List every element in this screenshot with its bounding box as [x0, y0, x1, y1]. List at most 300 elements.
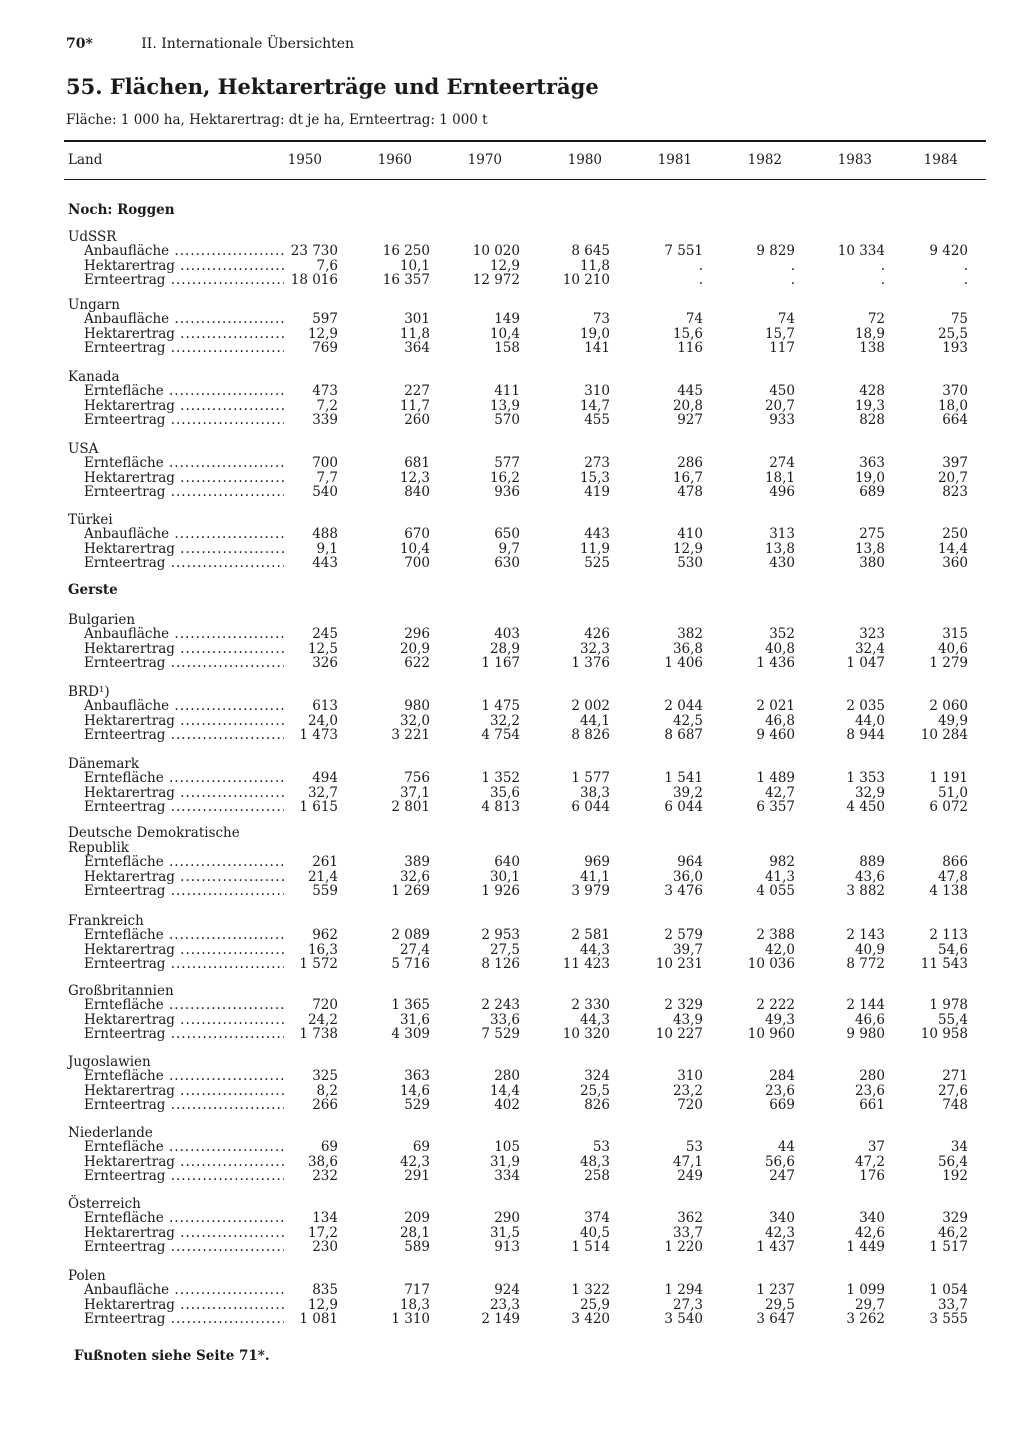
table-cell: 27,3: [672, 1296, 703, 1313]
table-cell: 2 579: [664, 927, 703, 943]
table-cell: 10 020: [472, 243, 520, 259]
measure-label: Erntefläche .....: [84, 998, 284, 1013]
table-cell: 13,8: [854, 540, 885, 557]
table-cell: 1 365: [391, 997, 430, 1013]
table-cell: 1 475: [481, 698, 520, 714]
table-cell: 9 829: [756, 243, 795, 259]
table-cell: 10 958: [920, 1026, 968, 1042]
table-cell: 2 801: [391, 799, 430, 815]
table-cell: 494: [312, 770, 338, 786]
table-cell: 55,4: [937, 1011, 968, 1028]
table-cell: 1 577: [571, 770, 610, 786]
table-cell: 14,4: [937, 540, 968, 557]
table-cell: 29,5: [764, 1296, 795, 1313]
table-cell: 2 002: [571, 698, 610, 714]
measure-label: Ernteertrag .....: [84, 1027, 284, 1042]
measure-label: Ernteertrag .....: [84, 800, 284, 815]
table-cell: 324: [584, 1068, 610, 1084]
table-cell: 116: [677, 340, 703, 356]
table-cell: 40,8: [764, 640, 795, 657]
table-row: [0, 1169, 1024, 1184]
table-cell: 250: [942, 526, 968, 542]
table-cell: 149: [494, 311, 520, 327]
table-cell: 664: [942, 412, 968, 428]
table-cell: .: [880, 272, 885, 288]
measure-label: Hektarertrag .....: [84, 542, 284, 557]
running-section-title: II. Internationale Übersichten: [141, 36, 355, 52]
table-cell: 1 738: [299, 1026, 338, 1042]
table-cell: 14,6: [399, 1082, 430, 1099]
table-cell: 2 021: [756, 698, 795, 714]
top-rule: [64, 140, 986, 142]
table-cell: 18,1: [764, 469, 795, 486]
table-cell: 2 330: [571, 997, 610, 1013]
measure-label: Hektarertrag .....: [84, 1226, 284, 1241]
table-cell: 866: [942, 854, 968, 870]
table-cell: 700: [312, 455, 338, 471]
table-cell: 426: [584, 626, 610, 642]
table-cell: 927: [677, 412, 703, 428]
table-cell: 15,3: [579, 469, 610, 486]
table-cell: 334: [494, 1168, 520, 1184]
measure-label: Ernteertrag .....: [84, 884, 284, 899]
table-cell: 340: [859, 1210, 885, 1226]
table-cell: 261: [312, 854, 338, 870]
table-cell: 1 926: [481, 883, 520, 899]
table-cell: 2 243: [481, 997, 520, 1013]
table-cell: 290: [494, 1210, 520, 1226]
table-row: [0, 699, 1024, 714]
table-cell: 597: [312, 311, 338, 327]
measure-label: Hektarertrag .....: [84, 870, 284, 885]
table-cell: 323: [859, 626, 885, 642]
table-row: [0, 1240, 1024, 1255]
table-cell: 258: [584, 1168, 610, 1184]
table-cell: .: [698, 257, 703, 274]
table-row: [0, 244, 1024, 259]
table-cell: 7 551: [664, 243, 703, 259]
table-row: [0, 485, 1024, 500]
table-cell: 24,2: [307, 1011, 338, 1028]
table-cell: 38,6: [307, 1153, 338, 1170]
measure-label: Ernteertrag .....: [84, 413, 284, 428]
table-cell: 640: [494, 854, 520, 870]
table-cell: 20,9: [399, 640, 430, 657]
table-cell: 700: [404, 555, 430, 571]
table-cell: 1 376: [571, 655, 610, 671]
table-cell: 6 044: [571, 799, 610, 815]
table-cell: 192: [942, 1168, 968, 1184]
table-cell: 74: [777, 311, 795, 327]
table-cell: 48,3: [579, 1153, 610, 1170]
table-cell: 2 388: [756, 927, 795, 943]
table-cell: 12 972: [472, 272, 520, 288]
country-name: Frankreich: [68, 913, 144, 929]
table-cell: 31,6: [399, 1011, 430, 1028]
table-cell: 7,7: [316, 469, 338, 486]
table-cell: 889: [859, 854, 885, 870]
table-cell: 28,1: [399, 1224, 430, 1241]
table-cell: 411: [494, 383, 520, 399]
measure-label: Ernteertrag .....: [84, 273, 284, 288]
table-cell: 1 279: [929, 655, 968, 671]
table-cell: 31,9: [489, 1153, 520, 1170]
table-cell: 410: [677, 526, 703, 542]
table-cell: 134: [312, 1210, 338, 1226]
table-cell: 280: [494, 1068, 520, 1084]
table-cell: 12,9: [672, 540, 703, 557]
measure-label: Hektarertrag .....: [84, 642, 284, 657]
table-cell: 6 072: [929, 799, 968, 815]
table-cell: 13,8: [764, 540, 795, 557]
table-cell: 15,6: [672, 325, 703, 342]
table-cell: 681: [404, 455, 430, 471]
table-cell: 275: [859, 526, 885, 542]
table-cell: 1 054: [929, 1282, 968, 1298]
column-header-row: [0, 152, 1024, 172]
table-cell: 20,7: [764, 397, 795, 414]
table-cell: 23 730: [290, 243, 338, 259]
table-cell: 840: [404, 484, 430, 500]
measure-label: Erntefläche .....: [84, 1069, 284, 1084]
table-cell: 8 772: [846, 956, 885, 972]
table-cell: 2 222: [756, 997, 795, 1013]
table-cell: 14,7: [579, 397, 610, 414]
table-cell: 428: [859, 383, 885, 399]
country-name: USA: [68, 441, 99, 457]
table-cell: 32,4: [854, 640, 885, 657]
table-cell: .: [698, 272, 703, 288]
table-cell: 835: [312, 1282, 338, 1298]
table-cell: 43,9: [672, 1011, 703, 1028]
table-cell: 363: [859, 455, 885, 471]
table-cell: 2 149: [481, 1311, 520, 1327]
table-cell: 27,5: [489, 941, 520, 958]
table-cell: 3 262: [846, 1311, 885, 1327]
table-cell: 339: [312, 412, 338, 428]
table-cell: 1 449: [846, 1239, 885, 1255]
table-cell: 53: [592, 1139, 610, 1155]
table-row: [0, 928, 1024, 943]
table-cell: 9 980: [846, 1026, 885, 1042]
table-cell: 3 221: [391, 727, 430, 743]
table-cell: 43,6: [854, 868, 885, 885]
table-cell: 389: [404, 854, 430, 870]
table-cell: 74: [685, 311, 703, 327]
table-cell: 630: [494, 555, 520, 571]
table-cell: 969: [584, 854, 610, 870]
table-row: [0, 998, 1024, 1013]
table-cell: 33,7: [937, 1296, 968, 1313]
table-cell: 72: [867, 311, 885, 327]
table-cell: 10 960: [747, 1026, 795, 1042]
page-number: 70*: [66, 36, 93, 52]
table-cell: 473: [312, 383, 338, 399]
table-cell: 42,6: [854, 1224, 885, 1241]
table-cell: 10,4: [399, 540, 430, 557]
table-cell: 4 450: [846, 799, 885, 815]
table-cell: 40,6: [937, 640, 968, 657]
table-cell: 1 541: [664, 770, 703, 786]
table-cell: 3 555: [929, 1311, 968, 1327]
table-cell: 1 353: [846, 770, 885, 786]
table-cell: 11,7: [399, 397, 430, 414]
table-cell: 530: [677, 555, 703, 571]
table-cell: 450: [769, 383, 795, 399]
country-name: Niederlande: [68, 1125, 153, 1141]
table-cell: 35,6: [489, 784, 520, 801]
measure-label: Hektarertrag .....: [84, 1155, 284, 1170]
table-cell: 374: [584, 1210, 610, 1226]
table-cell: 19,0: [854, 469, 885, 486]
table-cell: 2 035: [846, 698, 885, 714]
table-cell: 1 514: [571, 1239, 610, 1255]
measure-label: Anbaufläche .....: [84, 527, 284, 542]
table-cell: 478: [677, 484, 703, 500]
table-cell: 4 309: [391, 1026, 430, 1042]
table-row: [0, 413, 1024, 428]
column-header-year: 1980: [567, 152, 602, 168]
table-cell: 54,6: [937, 941, 968, 958]
table-cell: 30,1: [489, 868, 520, 885]
table-row: [0, 957, 1024, 972]
table-cell: 310: [677, 1068, 703, 1084]
table-cell: 10 320: [562, 1026, 610, 1042]
table-cell: 16 250: [382, 243, 430, 259]
table-cell: .: [963, 272, 968, 288]
table-cell: 1 517: [929, 1239, 968, 1255]
table-cell: 49,9: [937, 712, 968, 729]
table-cell: 138: [859, 340, 885, 356]
table-cell: 23,6: [854, 1082, 885, 1099]
measure-label: Hektarertrag .....: [84, 327, 284, 342]
table-cell: 37,1: [399, 784, 430, 801]
measure-label: Erntefläche .....: [84, 1140, 284, 1155]
table-cell: 16,3: [307, 941, 338, 958]
table-cell: 42,7: [764, 784, 795, 801]
table-row: [0, 627, 1024, 642]
table-cell: 964: [677, 854, 703, 870]
table-cell: 325: [312, 1068, 338, 1084]
table-cell: 826: [584, 1097, 610, 1113]
table-cell: 2 044: [664, 698, 703, 714]
table-cell: 2 143: [846, 927, 885, 943]
table-cell: 18,0: [937, 397, 968, 414]
table-cell: 10 227: [655, 1026, 703, 1042]
measure-label: Ernteertrag .....: [84, 341, 284, 356]
table-cell: 32,2: [489, 712, 520, 729]
table-cell: 23,6: [764, 1082, 795, 1099]
table-cell: 25,5: [937, 325, 968, 342]
table-cell: 525: [584, 555, 610, 571]
table-cell: 51,0: [937, 784, 968, 801]
table-cell: 352: [769, 626, 795, 642]
table-cell: 12,9: [307, 1296, 338, 1313]
country-name: Bulgarien: [68, 612, 136, 628]
table-cell: 117: [769, 340, 795, 356]
table-cell: 6 044: [664, 799, 703, 815]
measure-label: Anbaufläche .....: [84, 312, 284, 327]
table-cell: 56,4: [937, 1153, 968, 1170]
table-cell: 2 060: [929, 698, 968, 714]
table-cell: 20,8: [672, 397, 703, 414]
table-cell: 3 420: [571, 1311, 610, 1327]
table-cell: 364: [404, 340, 430, 356]
measure-label: Hektarertrag .....: [84, 259, 284, 274]
unit-legend: Fläche: 1 000 ha, Hektarertrag: dt je ha, Ernteertrag: 1 000 t: [66, 112, 488, 128]
table-cell: 286: [677, 455, 703, 471]
table-cell: 17,2: [307, 1224, 338, 1241]
table-cell: 42,5: [672, 712, 703, 729]
table-row: [0, 1312, 1024, 1327]
table-cell: 36,0: [672, 868, 703, 885]
table-cell: 46,8: [764, 712, 795, 729]
table-cell: 559: [312, 883, 338, 899]
country-name: UdSSR: [68, 229, 117, 245]
table-cell: 69: [412, 1139, 430, 1155]
table-cell: 430: [769, 555, 795, 571]
table-cell: 44,3: [579, 1011, 610, 1028]
table-cell: 36,8: [672, 640, 703, 657]
table-cell: 1 436: [756, 655, 795, 671]
table-cell: 11,9: [579, 540, 610, 557]
table-cell: 540: [312, 484, 338, 500]
table-cell: 42,3: [764, 1224, 795, 1241]
table-cell: 570: [494, 412, 520, 428]
table-cell: 20,7: [937, 469, 968, 486]
table-cell: 10,1: [399, 257, 430, 274]
table-cell: 1 081: [299, 1311, 338, 1327]
table-cell: 49,3: [764, 1011, 795, 1028]
table-cell: .: [880, 257, 885, 274]
table-cell: 23,2: [672, 1082, 703, 1099]
table-cell: 455: [584, 412, 610, 428]
table-cell: 42,3: [399, 1153, 430, 1170]
table-cell: 249: [677, 1168, 703, 1184]
table-cell: 12,9: [307, 325, 338, 342]
country-name: BRD¹): [68, 684, 110, 700]
table-cell: 1 220: [664, 1239, 703, 1255]
table-cell: 10 210: [562, 272, 610, 288]
table-cell: 33,6: [489, 1011, 520, 1028]
table-cell: 12,3: [399, 469, 430, 486]
table-cell: 105: [494, 1139, 520, 1155]
table-cell: 1 099: [846, 1282, 885, 1298]
table-cell: 2 581: [571, 927, 610, 943]
country-name: Österreich: [68, 1196, 141, 1212]
table-cell: 1 473: [299, 727, 338, 743]
measure-label: Hektarertrag .....: [84, 1013, 284, 1028]
column-header-year: 1983: [837, 152, 872, 168]
table-cell: 670: [404, 526, 430, 542]
table-cell: 247: [769, 1168, 795, 1184]
table-cell: 661: [859, 1097, 885, 1113]
table-cell: 669: [769, 1097, 795, 1113]
table-cell: 589: [404, 1239, 430, 1255]
table-cell: 39,2: [672, 784, 703, 801]
measure-label: Ernteertrag .....: [84, 1240, 284, 1255]
table-cell: 3 647: [756, 1311, 795, 1327]
country-name: Jugoslawien: [68, 1054, 151, 1070]
table-cell: 402: [494, 1097, 520, 1113]
table-cell: 10 334: [837, 243, 885, 259]
measure-label: Hektarertrag .....: [84, 943, 284, 958]
table-cell: 488: [312, 526, 338, 542]
table-cell: 7,2: [316, 397, 338, 414]
table-cell: 4 813: [481, 799, 520, 815]
table-cell: 3 882: [846, 883, 885, 899]
table-cell: 14,4: [489, 1082, 520, 1099]
table-row: [0, 384, 1024, 399]
table-cell: 3 979: [571, 883, 610, 899]
table-cell: 274: [769, 455, 795, 471]
country-name: Dänemark: [68, 756, 140, 772]
column-header-year: 1950: [287, 152, 322, 168]
table-row: [0, 341, 1024, 356]
table-cell: 11,8: [399, 325, 430, 342]
table-cell: 9 460: [756, 727, 795, 743]
table-cell: 1 191: [929, 770, 968, 786]
table-cell: 2 113: [929, 927, 968, 943]
table-cell: 34: [950, 1139, 968, 1155]
table-cell: 141: [584, 340, 610, 356]
table-cell: 2 953: [481, 927, 520, 943]
table-cell: 284: [769, 1068, 795, 1084]
table-row: [0, 312, 1024, 327]
table-cell: 40,5: [579, 1224, 610, 1241]
table-cell: 2 089: [391, 927, 430, 943]
table-cell: 176: [859, 1168, 885, 1184]
table-cell: 280: [859, 1068, 885, 1084]
table-row: [0, 527, 1024, 542]
table-cell: 1 489: [756, 770, 795, 786]
table-cell: 982: [769, 854, 795, 870]
column-header-year: 1984: [923, 152, 958, 168]
table-cell: 16,2: [489, 469, 520, 486]
measure-label: Hektarertrag .....: [84, 786, 284, 801]
measure-label: Hektarertrag .....: [84, 471, 284, 486]
table-cell: 209: [404, 1210, 430, 1226]
table-cell: 56,6: [764, 1153, 795, 1170]
table-cell: 689: [859, 484, 885, 500]
table-cell: 23,3: [489, 1296, 520, 1313]
table-row: [0, 1140, 1024, 1155]
table-cell: 32,3: [579, 640, 610, 657]
table-cell: 39,7: [672, 941, 703, 958]
table-cell: 1 352: [481, 770, 520, 786]
table-cell: 44,0: [854, 712, 885, 729]
table-cell: 41,1: [579, 868, 610, 885]
measure-label: Ernteertrag .....: [84, 728, 284, 743]
table-cell: 8 126: [481, 956, 520, 972]
table-row: [0, 556, 1024, 571]
table-cell: 15,7: [764, 325, 795, 342]
footnote: Fußnoten siehe Seite 71*.: [74, 1348, 270, 1364]
measure-label: Erntefläche .....: [84, 1211, 284, 1226]
table-cell: 266: [312, 1097, 338, 1113]
table-cell: 46,2: [937, 1224, 968, 1241]
table-cell: .: [790, 257, 795, 274]
table-cell: 232: [312, 1168, 338, 1184]
table-cell: 1 237: [756, 1282, 795, 1298]
table-cell: 1 978: [929, 997, 968, 1013]
table-cell: 769: [312, 340, 338, 356]
table-cell: 32,7: [307, 784, 338, 801]
header-rule: [64, 179, 986, 180]
table-cell: 823: [942, 484, 968, 500]
measure-label: Erntefläche .....: [84, 928, 284, 943]
measure-label: Hektarertrag .....: [84, 399, 284, 414]
